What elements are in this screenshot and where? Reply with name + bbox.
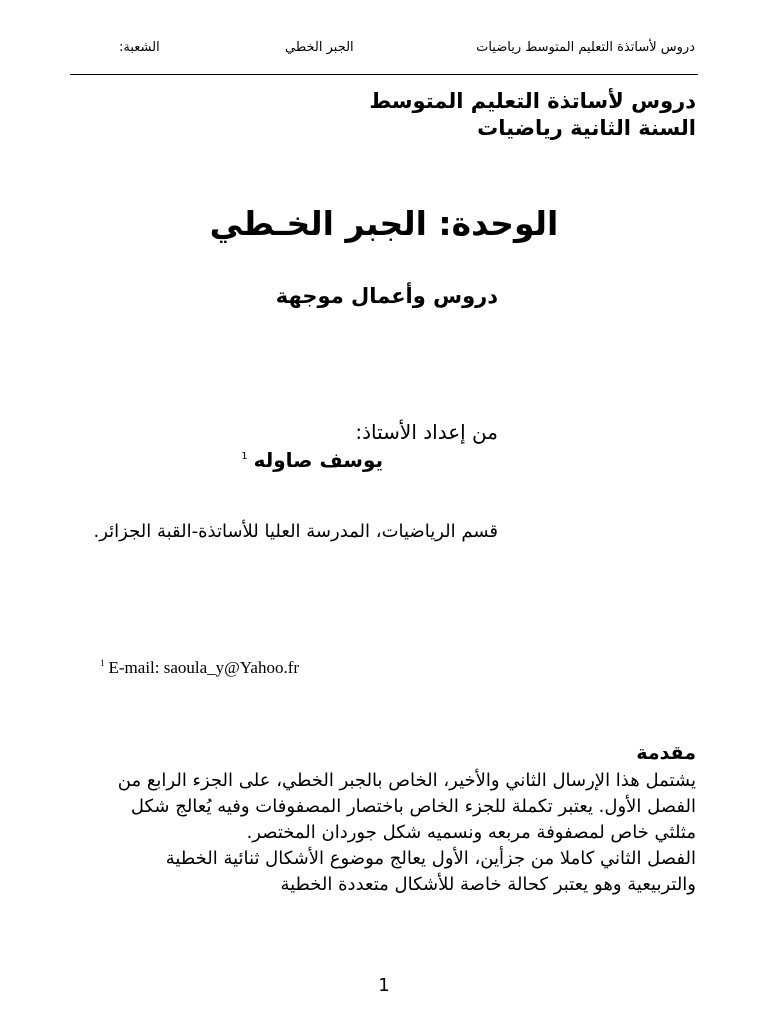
title-block (369, 88, 696, 142)
author-name-line (241, 448, 383, 472)
header-branch: الشعبة: (119, 40, 160, 55)
header-topic: الجبر الخطي (285, 40, 354, 55)
footnote-mark: 1 (100, 658, 105, 669)
intro-paragraph-1: يشتمل هذا الإرسال الثاني والأخير، الخاص بالجبر الخطي، على الجزء الرابع من الفصل الأول. يعتبر تكملة للجزء الخاص باختصار المصفوفات وفيه يُعالج شكل مثلثي خاص لمصفوفة مربعه ونسميه شكل جوردان المختصر. (117, 770, 696, 843)
header-series: دروس لأساتذة التعليم المتوسط رياضيات (476, 40, 695, 55)
footnote (100, 658, 299, 678)
header-rule (70, 74, 698, 75)
footnote-email: E-mail: saoula_y@Yahoo.fr (108, 658, 300, 677)
unit-title: الوحدة: الجبر الخـطي (209, 204, 559, 243)
author-affiliation: قسم الرياضيات، المدرسة العليا للأساتذة-القبة الجزائر. (93, 521, 498, 542)
subtitle: دروس وأعمال موجهة (275, 284, 498, 308)
intro-paragraph-2: الفصل الثاني كاملا من جزأين، الأول يعالج موضوع الأشكال ثنائية الخطية والتربيعية وهو يعتبر كحالة خاصة للأشكال متعددة الخطية (165, 848, 696, 895)
prepared-by-label: من إعداد الأستاذ: (355, 420, 498, 444)
title-line-1: دروس لأساتذة التعليم المتوسط (369, 89, 696, 113)
author-name: يوسف صاوله (253, 448, 383, 472)
title-line-2: السنة الثانية رياضيات (477, 116, 696, 140)
page-number: 1 (378, 975, 390, 996)
author-footnote-mark: 1 (241, 451, 248, 463)
intro-body (96, 768, 696, 898)
intro-heading: مقدمة (636, 742, 696, 764)
